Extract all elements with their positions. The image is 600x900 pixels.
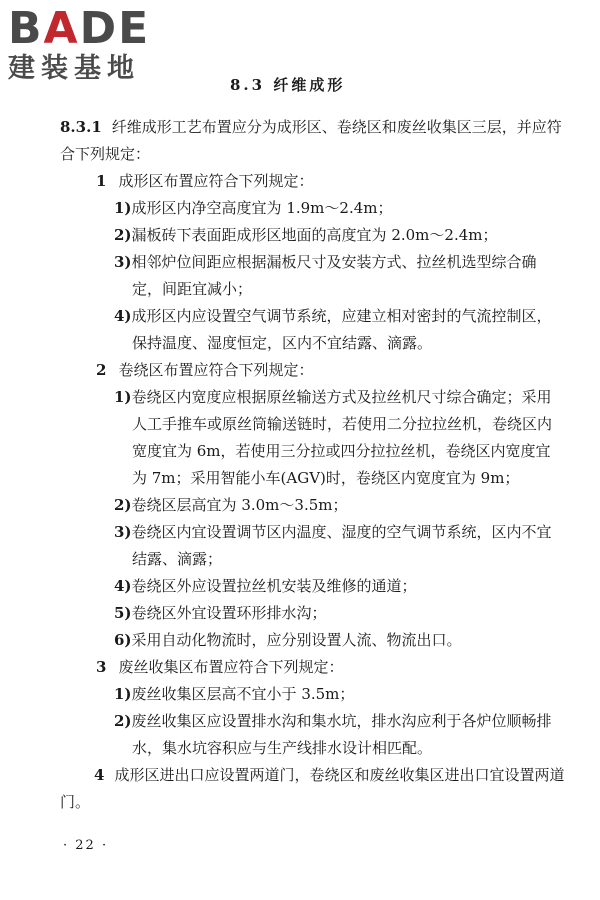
logo-subtitle: 建装基地	[8, 53, 140, 84]
item-3: 3 废丝收集区布置应符合下列规定：	[96, 658, 344, 676]
bade-logo	[8, 3, 178, 84]
item-1-sub-1: 1)成形区内净空高度宜为 1.9m～2.4m；	[114, 199, 393, 217]
item-2-sub-2: 2)卷绕区层高宜为 3.0m～3.5m；	[114, 496, 348, 514]
clause-text: 纤维成形工艺布置应分为成形区、卷绕区和废丝收集区三层，并应符合下列规定：	[60, 118, 562, 163]
item-1-sub-3: 3)相邻炉位间距应根据漏板尺寸及安装方式、拉丝机选型综合确定，间距宜减小；	[114, 253, 537, 298]
logo-accent-letter: A	[43, 3, 80, 54]
item-4: 4 成形区进出口应设置两道门，卷绕区和废丝收集区进出口宜设置两道门。	[60, 766, 565, 811]
item-2: 2 卷绕区布置应符合下列规定：	[96, 361, 314, 379]
logo-wordmark: BADE	[8, 3, 151, 54]
clause-number: 8.3.1	[60, 118, 102, 136]
item-1-sub-4: 4)成形区内应设置空气调节系统，应建立相对密封的气流控制区，保持温度、湿度恒定，区内不宜结露、滴露。	[114, 307, 552, 352]
item-2-sub-6: 6)采用自动化物流时，应分别设置人流、物流出口。	[114, 631, 462, 649]
clause-paragraph	[60, 114, 565, 168]
item-1-sub-2: 2)漏板砖下表面距成形区地面的高度宜为 2.0m～2.4m；	[114, 226, 498, 244]
page-number: · 22 ·	[63, 838, 109, 853]
document-body	[60, 114, 565, 816]
item-2-sub-1: 1)卷绕区内宽度应根据原丝输送方式及拉丝机尺寸综合确定；采用人工手推车或原丝筒输送链时，若使用二分拉拉丝机，卷绕区内宽度宜为 6m，若使用三分拉或四分拉拉丝机，卷绕区内宽度宜为 7m；采用智能小车(AGV)时，卷绕区内宽度宜为 9m；	[114, 388, 553, 487]
item-1: 1 成形区布置应符合下列规定：	[96, 172, 314, 190]
item-2-sub-4: 4)卷绕区外应设置拉丝机安装及维修的通道；	[114, 577, 417, 595]
item-3-sub-1: 1)废丝收集区层高不宜小于 3.5m；	[114, 685, 355, 703]
item-2-sub-3: 3)卷绕区内宜设置调节区内温度、湿度的空气调节系统，区内不宜结露、滴露；	[114, 523, 552, 568]
section-title: 8.3 纤维成形	[230, 76, 346, 94]
item-3-sub-2: 2)废丝收集区应设置排水沟和集水坑，排水沟应利于各炉位顺畅排水，集水坑容积应与生产线排水设计相匹配。	[114, 712, 552, 757]
item-2-sub-5: 5)卷绕区外宜设置环形排水沟；	[114, 604, 327, 622]
